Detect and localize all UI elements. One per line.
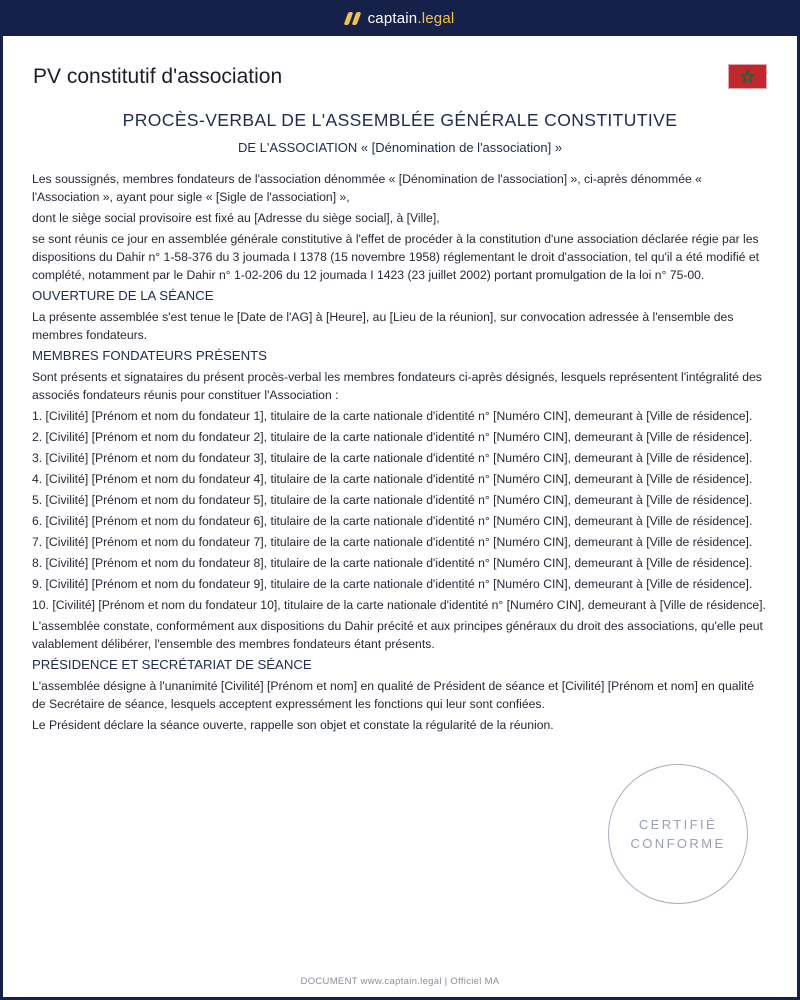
member-item: 2. [Civilité] [Prénom et nom du fondateur 2], titulaire de la carte nationale d'identité n° [Numéro CIN], demeurant à [Ville de résidence]. — [32, 430, 753, 444]
slash-bars-icon — [343, 12, 361, 25]
intro-paragraph-3: se sont réunis ce jour en assemblée générale constitutive à l'effet de procéder à la constitution d'une association déclarée régie par les dispositions du Dahir n° 1-58-376 du 3 joumada I 1378 (15 novembre 1958) réglementant le droit d'association, tel qu'il a été modifié et complété, notamment par le Dahir n° 1-02-206 du 12 joumada I 1423 (23 juillet 2002) portant promulgation de la loi n° 75-00. — [32, 232, 759, 282]
certified-stamp — [608, 764, 748, 904]
member-item: 6. [Civilité] [Prénom et nom du fondateur 6], titulaire de la carte nationale d'identité n° [Numéro CIN], demeurant à [Ville de résidence]. — [32, 514, 753, 528]
section-title-ouverture: OUVERTURE DE LA SÉANCE — [32, 288, 214, 303]
stamp-line-2: CONFORME — [630, 836, 726, 851]
document-subheading: DE L'ASSOCIATION « [Dénomination de l'association] » — [237, 140, 563, 155]
stamp-line-1: CERTIFIÉ — [638, 817, 718, 832]
brand-logo[interactable] — [368, 10, 455, 27]
flag-star-icon — [740, 69, 755, 84]
morocco-flag-icon — [728, 64, 767, 89]
brand-name: captain — [367, 9, 418, 27]
member-item: 5. [Civilité] [Prénom et nom du fondateur 5], titulaire de la carte nationale d'identité n° [Numéro CIN], demeurant à [Ville de résidence]. — [32, 493, 753, 507]
document-title: PV constitutif d'association — [33, 65, 283, 88]
member-item: 10. [Civilité] [Prénom et nom du fondateur 10], titulaire de la carte nationale d'identité n° [Numéro CIN], demeurant à [Ville de résidence]. — [32, 598, 766, 612]
presidence-paragraph-2: Le Président déclare la séance ouverte, rappelle son objet et constate la régularité de la réunion. — [32, 718, 554, 732]
brand-tld: .legal — [417, 9, 455, 27]
member-item: 4. [Civilité] [Prénom et nom du fondateur 4], titulaire de la carte nationale d'identité n° [Numéro CIN], demeurant à [Ville de résidence]. — [32, 472, 753, 486]
member-item: 1. [Civilité] [Prénom et nom du fondateur 1], titulaire de la carte nationale d'identité n° [Numéro CIN], demeurant à [Ville de résidence]. — [32, 409, 753, 423]
membres-intro: Sont présents et signataires du présent procès-verbal les membres fondateurs ci-après désignés, lesquels représentent l'intégralité des associés fondateurs réunis pour constituer l'Association : — [32, 370, 762, 402]
member-item: 7. [Civilité] [Prénom et nom du fondateur 7], titulaire de la carte nationale d'identité n° [Numéro CIN], demeurant à [Ville de résidence]. — [32, 535, 753, 549]
section-title-presidence: PRÉSIDENCE ET SECRÉTARIAT DE SÉANCE — [32, 657, 312, 672]
member-item: 9. [Civilité] [Prénom et nom du fondateur 9], titulaire de la carte nationale d'identité n° [Numéro CIN], demeurant à [Ville de résidence]. — [32, 577, 753, 591]
ouverture-paragraph: La présente assemblée s'est tenue le [Date de l'AG] à [Heure], au [Lieu de la réunion], sur convocation adressée à l'ensemble des membres fondateurs. — [32, 310, 734, 342]
top-bar — [0, 0, 800, 36]
document-body — [32, 170, 767, 737]
intro-paragraph-2: dont le siège social provisoire est fixé au [Adresse du siège social], à [Ville], — [32, 211, 440, 225]
document-heading: PROCÈS-VERBAL DE L'ASSEMBLÉE GÉNÉRALE CONSTITUTIVE — [122, 110, 678, 130]
document-footer: DOCUMENT www.captain.legal | Officiel MA — [300, 976, 500, 987]
member-item: 8. [Civilité] [Prénom et nom du fondateur 8], titulaire de la carte nationale d'identité n° [Numéro CIN], demeurant à [Ville de résidence]. — [32, 556, 753, 570]
membres-conclusion: L'assemblée constate, conformément aux dispositions du Dahir précité et aux principes généraux du droit des associations, qu'elle peut valablement délibérer, l'ensemble des membres fondateurs étant présents. — [32, 619, 763, 651]
intro-paragraph-1: Les soussignés, membres fondateurs de l'association dénommée « [Dénomination de l'association] », ci-après dénommée « l'Association », ayant pour sigle « [Sigle de l'association] », — [32, 172, 702, 204]
presidence-paragraph-1: L'assemblée désigne à l'unanimité [Civilité] [Prénom et nom] en qualité de Président de séance et [Civilité] [Prénom et nom] en qualité de Secrétaire de séance, lesquels acceptent expressément les fonctions qui leur sont confiées. — [32, 679, 755, 711]
section-title-membres: MEMBRES FONDATEURS PRÉSENTS — [32, 348, 267, 363]
member-item: 3. [Civilité] [Prénom et nom du fondateur 3], titulaire de la carte nationale d'identité n° [Numéro CIN], demeurant à [Ville de résidence]. — [32, 451, 753, 465]
